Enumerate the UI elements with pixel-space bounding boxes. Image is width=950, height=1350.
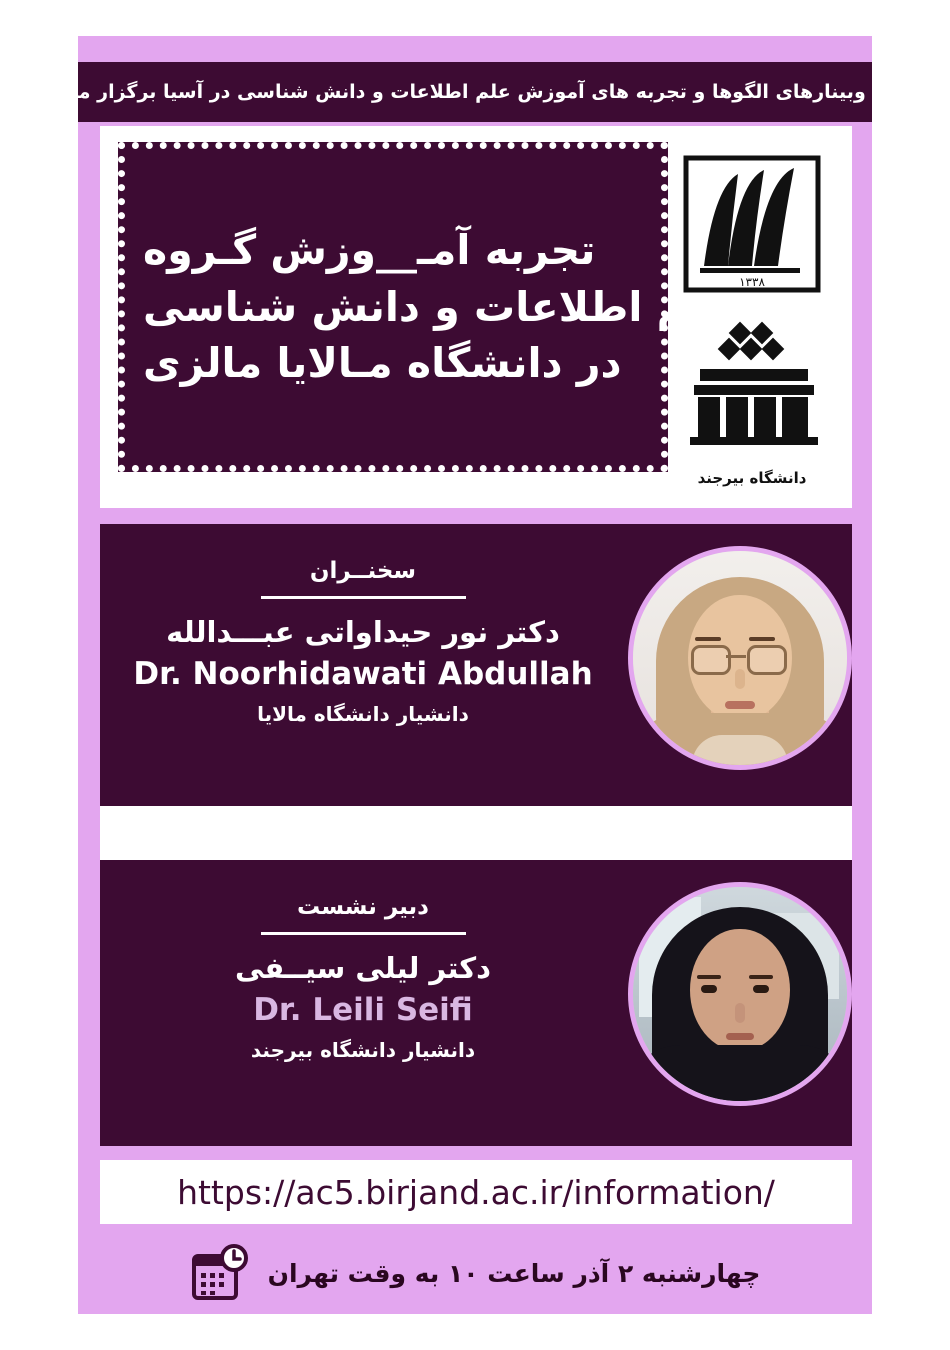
top-banner-text: سلسله وبینارهای الگوها و تجربه های آموزش علم اطلاعات و دانش شناسی در آسیا برگزار می شود <box>12 81 938 103</box>
title-card <box>100 126 852 508</box>
footer <box>78 1232 872 1314</box>
speaker-affiliation: دانشیار دانشگاه مالایا <box>257 702 469 727</box>
svg-text:۱۳۳۸: ۱۳۳۸ <box>739 275 765 289</box>
birjand-university-logo-icon <box>680 314 828 474</box>
speaker-portrait <box>628 546 852 770</box>
birjand-logo-caption: دانشگاه بیرجند <box>697 469 807 487</box>
chair-role-label: دبیر نشست <box>297 894 429 920</box>
chair-panel <box>100 860 852 1146</box>
logos-group <box>672 136 832 491</box>
speaker-info <box>126 558 600 726</box>
chair-info <box>126 894 600 1062</box>
speaker-panel <box>100 524 852 806</box>
speaker-divider <box>261 596 466 599</box>
speaker-name-en: Dr. Noorhidawati Abdullah <box>133 656 593 693</box>
shahid-beheshti-university-logo-icon <box>682 154 822 294</box>
event-date-text: چهارشنبه ۲ آذر ساعت ۱۰ به وقت تهران <box>267 1258 761 1288</box>
chair-name-en: Dr. Leili Seifi <box>253 992 473 1029</box>
speaker-role-label: سخنــران <box>309 558 417 584</box>
calendar-clock-icon <box>190 1244 252 1302</box>
chair-affiliation: دانشیار دانشگاه بیرجند <box>250 1038 476 1063</box>
url-bar[interactable] <box>100 1160 852 1224</box>
title-line-3: در دانشگاه مـالایا مالزی <box>143 339 622 388</box>
panel-gap-strip <box>100 806 852 860</box>
event-url[interactable]: https://ac5.birjand.ac.ir/information/ <box>177 1172 775 1212</box>
chair-name-fa: دکتر لیلی سیــفی <box>234 951 492 985</box>
chair-portrait <box>628 882 852 1106</box>
top-banner <box>12 62 938 122</box>
title-line-2: علم اطلاعات و دانش شناسی <box>143 282 734 331</box>
chair-divider <box>261 932 466 935</box>
title-line-1: تجربه آمـ__وزش گـروه <box>143 226 596 275</box>
speaker-name-fa: دکتر نور حیداواتی عبـــدالله <box>166 615 560 649</box>
title-stamp <box>118 142 734 472</box>
